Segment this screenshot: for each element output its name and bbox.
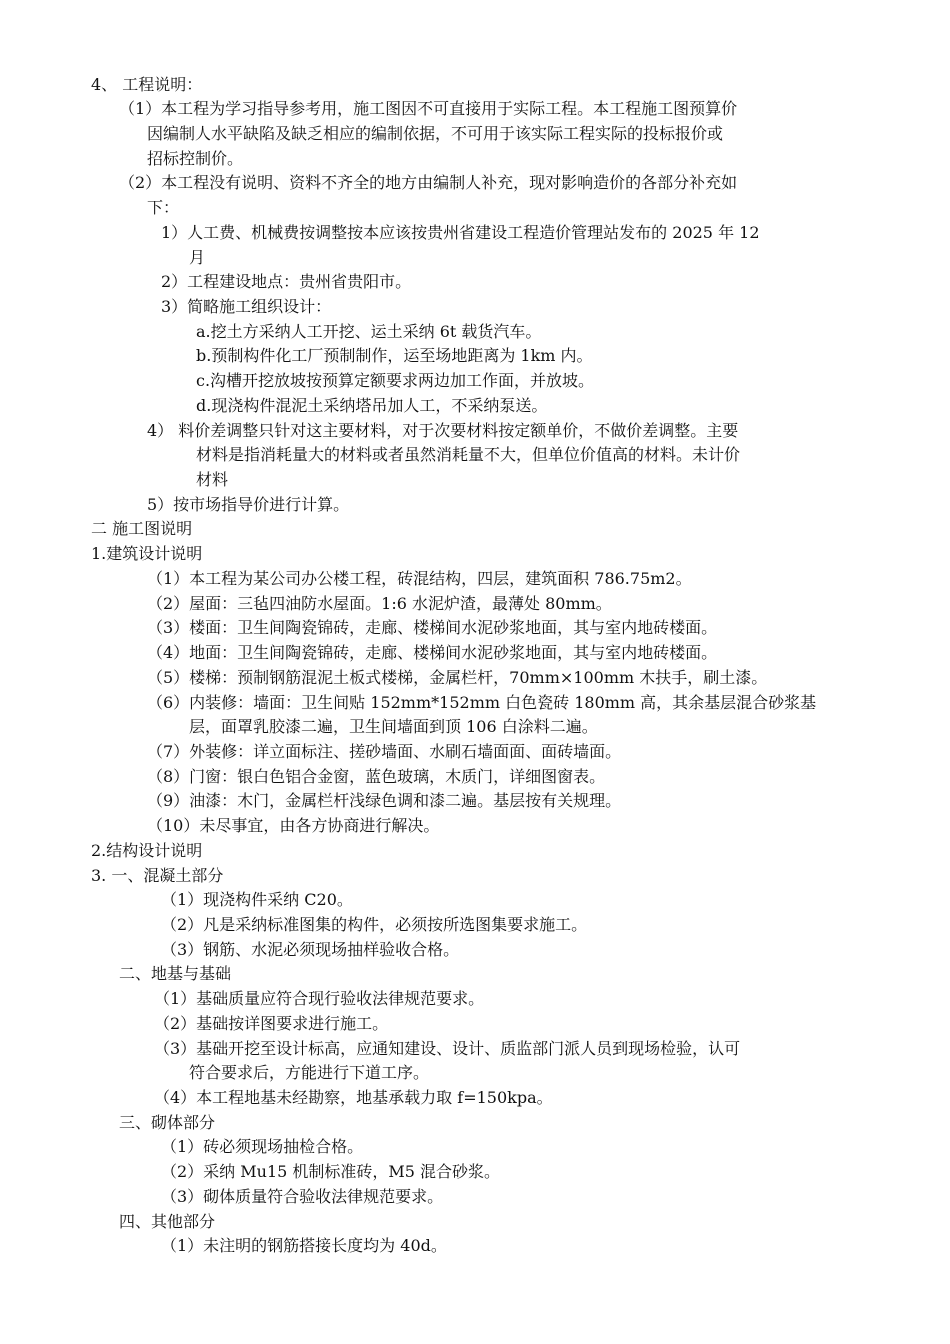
text-line: （2）本工程没有说明、资料不齐全的地方由编制人补充，现对影响造价的各部分补充如 <box>119 173 738 193</box>
text-line: 1）人工费、机械费按调整按本应该按贵州省建设工程造价管理站发布的 2025 年 12 <box>161 222 760 242</box>
text-line: 5）按市场指导价进行计算。 <box>147 494 350 514</box>
text-line: 下： <box>147 198 180 218</box>
text-line: 符合要求后，方能进行下道工序。 <box>189 1063 430 1083</box>
text-line: （3）钢筋、水泥必须现场抽样验收合格。 <box>161 939 460 959</box>
text-line: d.现浇构件混泥土采纳塔吊加人工，不采纳泵送。 <box>196 395 548 415</box>
text-line: （1）本工程为某公司办公楼工程，砖混结构，四层，建筑面积 786.75m2。 <box>147 568 692 588</box>
text-line: 材料是指消耗量大的材料或者虽然消耗量不大，但单位价值高的材料。未计价 <box>196 445 741 465</box>
text-line: 3）简略施工组织设计： <box>161 296 332 316</box>
text-line: （6）内装修：墙面：卫生间贴 152mm*152mm 白色瓷砖 180mm 高，其余基层混合砂浆基 <box>147 692 817 712</box>
text-line: （2）基础按详图要求进行施工。 <box>154 1013 389 1033</box>
text-line: 月 <box>189 247 206 267</box>
text-line: 2）工程建设地点：贵州省贵阳市。 <box>161 272 412 292</box>
text-line: （8）门窗：银白色铝合金窗，蓝色玻璃，木质门，详细图窗表。 <box>147 766 606 786</box>
text-line: 层，面罩乳胶漆二遍，卫生间墙面到顶 106 白涂料二遍。 <box>189 717 598 737</box>
section-heading: 四、其他部分 <box>119 1211 216 1231</box>
text-line: （2）采纳 Mu15 机制标准砖，M5 混合砂浆。 <box>161 1162 501 1182</box>
section-heading: 4、 工程说明： <box>91 74 203 94</box>
text-line: b.预制构件化工厂预制制作，运至场地距离为 1km 内。 <box>196 346 593 366</box>
text-line: （1）基础质量应符合现行验收法律规范要求。 <box>154 989 485 1009</box>
text-line: （1）未注明的钢筋搭接长度均为 40d。 <box>161 1236 447 1256</box>
section-heading: 3. 一、混凝土部分 <box>91 865 224 885</box>
text-line: （7）外装修：详立面标注、搓砂墙面、水刷石墙面面、面砖墙面。 <box>147 741 622 761</box>
section-heading: 二 施工图说明 <box>91 519 193 539</box>
text-line: （2）屋面：三毡四油防水屋面。1:6 水泥炉渣，最薄处 80mm。 <box>147 593 612 613</box>
text-line: （3）基础开挖至设计标高，应通知建设、设计、质监部门派人员到现场检验，认可 <box>154 1038 741 1058</box>
text-line: （2）凡是采纳标准图集的构件，必须按所选图集要求施工。 <box>161 914 588 934</box>
text-line: （1）砖必须现场抽检合格。 <box>161 1137 364 1157</box>
section-heading: 三、砌体部分 <box>119 1112 216 1132</box>
text-line: （10）未尽事宜，由各方协商进行解决。 <box>147 816 440 836</box>
section-heading: 二、地基与基础 <box>119 964 232 984</box>
text-line: 4） 料价差调整只针对这主要材料，对于次要材料按定额单价，不做价差调整。主要 <box>147 420 739 440</box>
text-line: （4）本工程地基未经勘察，地基承载力取 f=150kpa。 <box>154 1088 553 1108</box>
text-line: （5）楼梯：预制钢筋混泥土板式楼梯，金属栏杆，70mm×100mm 木扶手，刷土漆。 <box>147 667 768 687</box>
text-line: （1）本工程为学习指导参考用，施工图因不可直接用于实际工程。本工程施工图预算价 <box>119 99 738 119</box>
text-line: 因编制人水平缺陷及缺乏相应的编制依据，不可用于该实际工程实际的投标报价或 <box>147 123 724 143</box>
text-line: （9）油漆：木门，金属栏杆浅绿色调和漆二遍。基层按有关规理。 <box>147 791 622 811</box>
text-line: 招标控制价。 <box>147 148 244 168</box>
text-line: 材料 <box>196 470 229 490</box>
text-line: （4）地面：卫生间陶瓷锦砖，走廊、楼梯间水泥砂浆地面，其与室内地砖楼面。 <box>147 643 718 663</box>
section-heading: 2.结构设计说明 <box>91 840 203 860</box>
text-line: （3）楼面：卫生间陶瓷锦砖，走廊、楼梯间水泥砂浆地面，其与室内地砖楼面。 <box>147 618 718 638</box>
text-line: c.沟槽开挖放坡按预算定额要求两边加工作面，并放坡。 <box>196 371 595 391</box>
text-line: （1）现浇构件采纳 C20。 <box>161 890 353 910</box>
text-line: （3）砌体质量符合验收法律规范要求。 <box>161 1186 444 1206</box>
text-line: a.挖土方采纳人工开挖、运土采纳 6t 载货汽车。 <box>196 321 542 341</box>
section-heading: 1.建筑设计说明 <box>91 544 203 564</box>
